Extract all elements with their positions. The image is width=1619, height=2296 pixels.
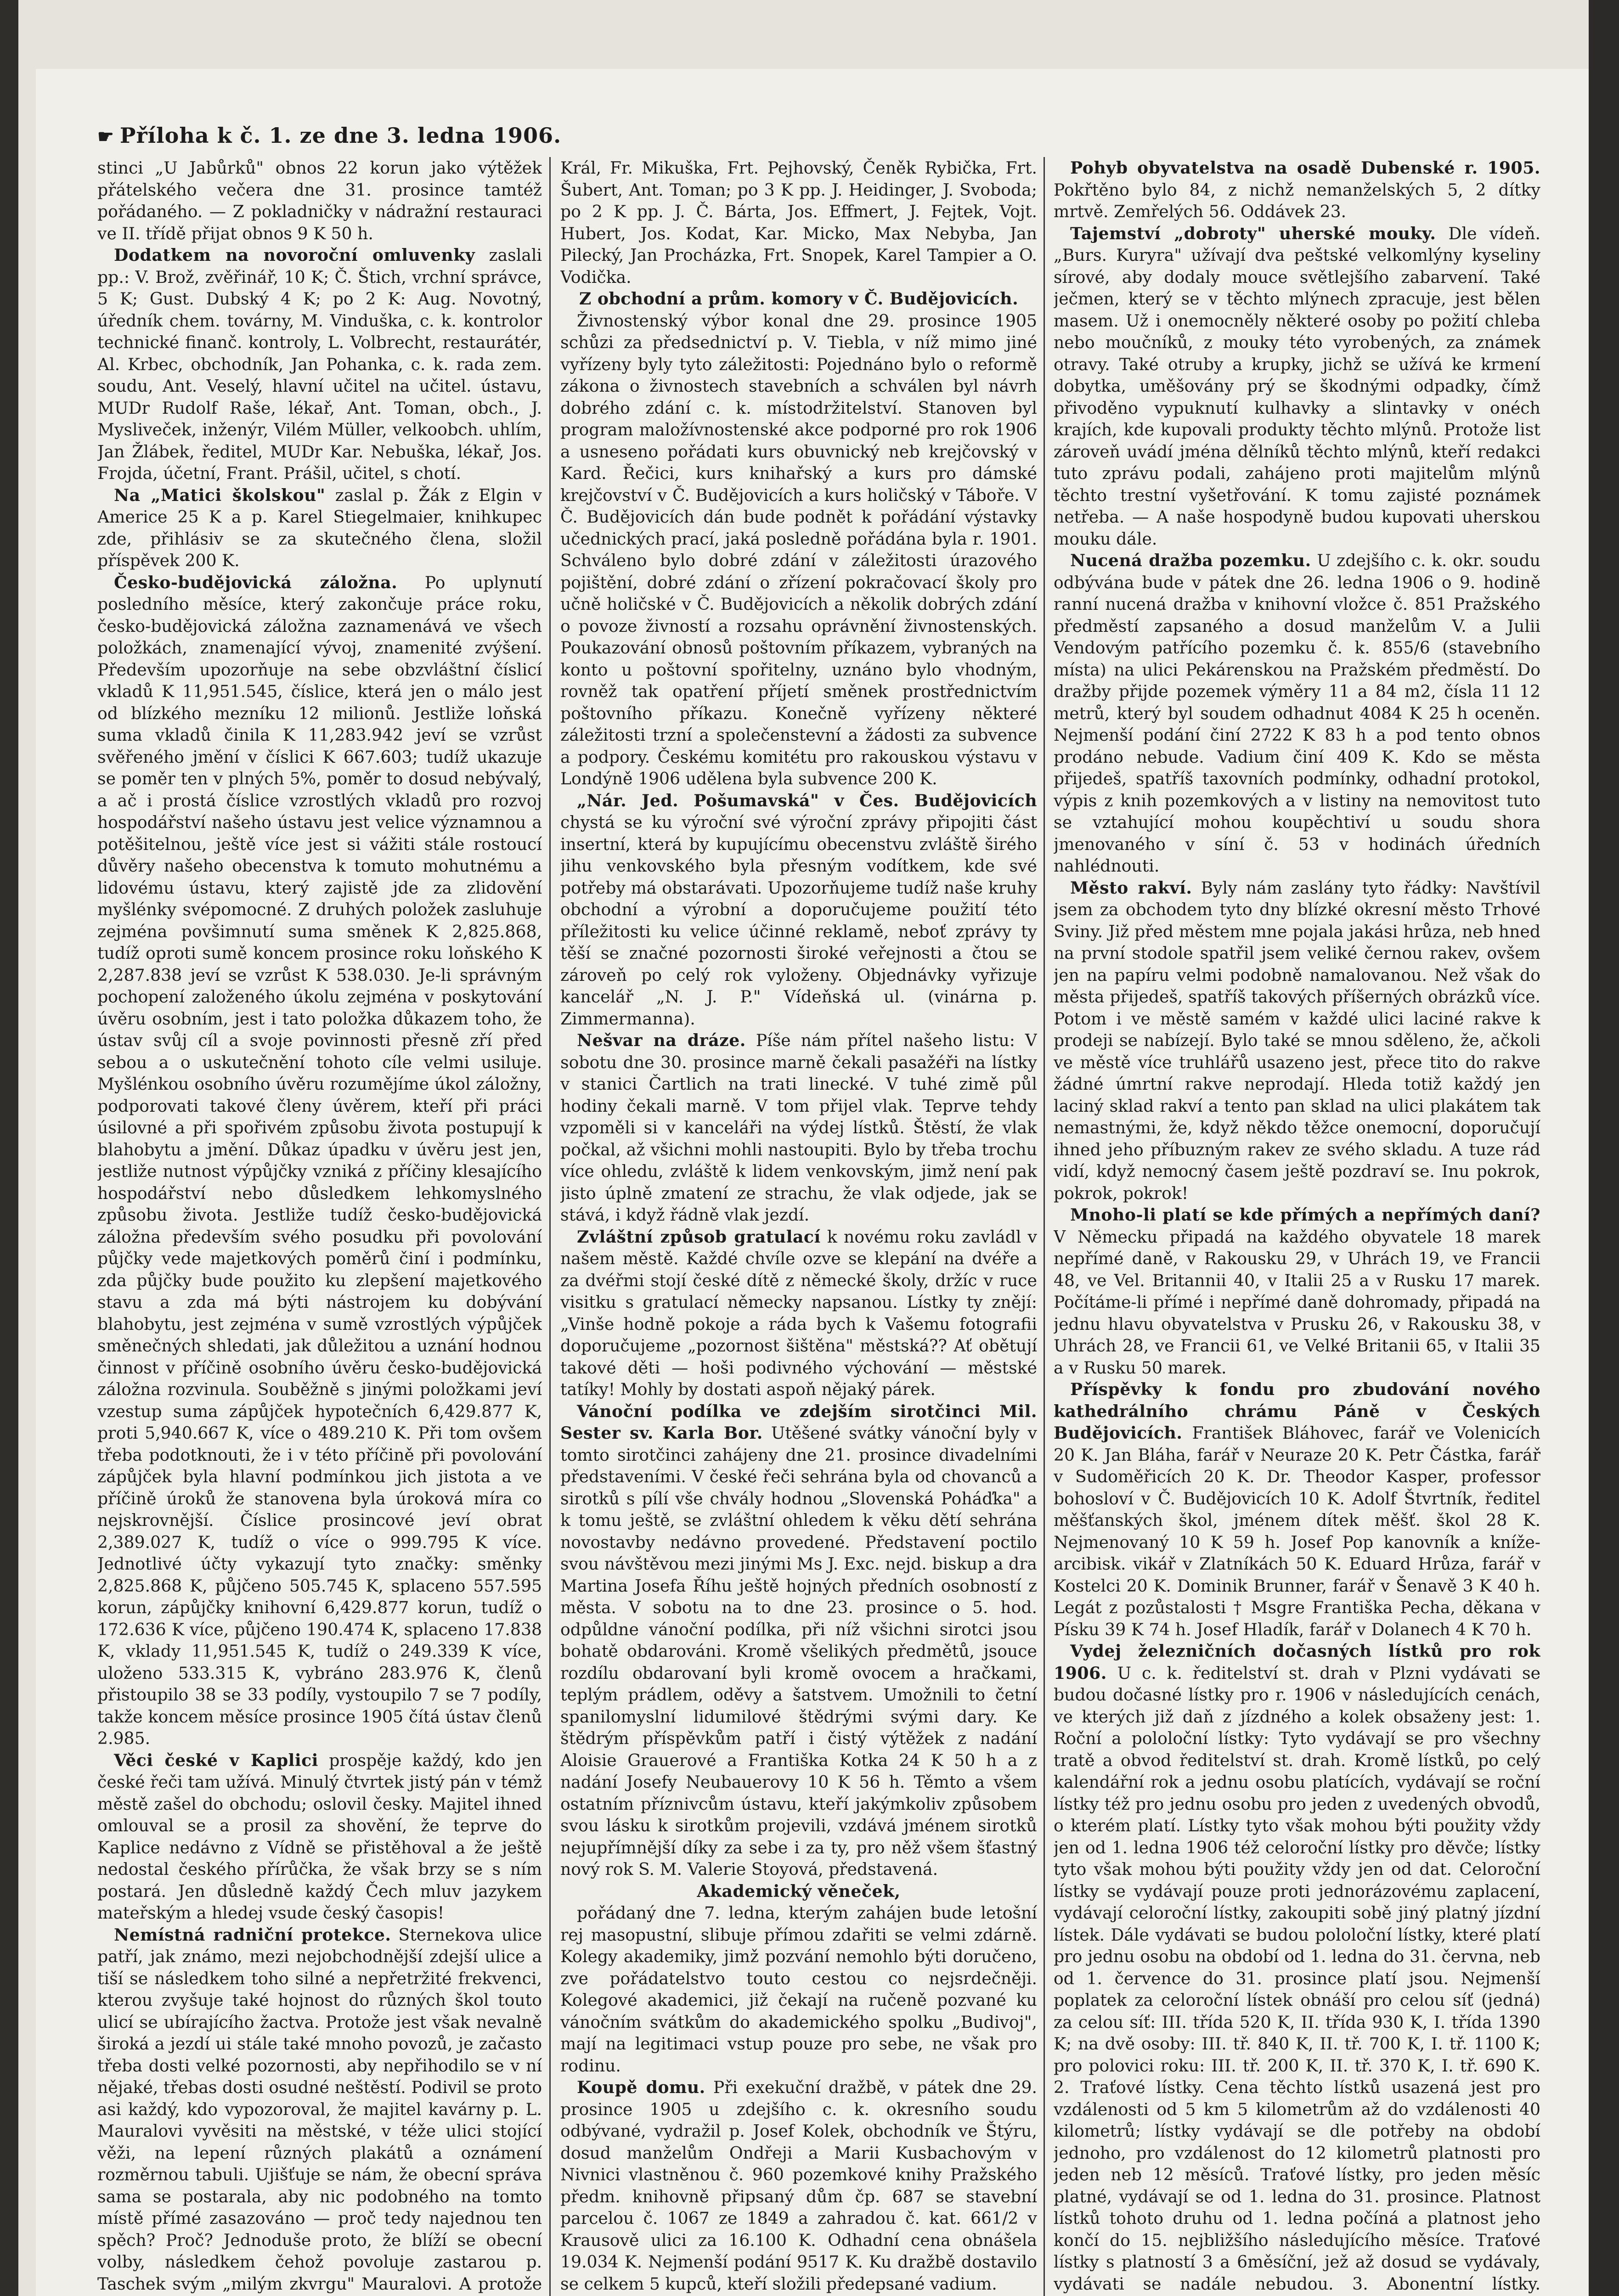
article-text: Při exekuční dražbě, v pátek dne 29. prosince 1905 u zdejšího c. k. okresního soudu odbývané, vydražil p. Josef Kolek, obchodník ve Štýru, dosud manželům Ondřeji a Marii Kusbachovým v Nivnici vlastněnou č. 960 pozemkové knihy Pražského předm. knihovně připsaný dům čp. 687 se stavební parcelou č. 1067 ze 1849 a zahradou č. kat. 661/2 v Krausově ulici za 16.100 K. Odhadní cena obnášela 19.034 K. Nejmenší podání 9517 K. Ku dražbě dostavilo se celkem 5 kupců, kteří složili předepsané vadium.	[560, 2077, 1037, 2294]
article-paragraph	[560, 1902, 1037, 2077]
column-3	[1054, 157, 1540, 2296]
article-paragraph	[560, 288, 1037, 310]
article-heading: Nemístná radniční protekce.	[114, 1925, 391, 1945]
article-text: Píše nám přítel našeho listu: V sobotu dne 30. prosince marně čekali pasažéři na lístky v stanici Čartlich na trati linecké. V tuhé zimě půl hodiny čekali marně. V tom přijel vlak. Teprve tehdy vzpoměli si v kanceláři na výdej lístků. Štěstí, že vlak počkal, až všichni mohli nastoupiti. Bylo by třeba trochu více ohledu, zvláště k lidem venkovským, jimž není pak jisto úplně zmatení ze strachu, že vlak odjede, jak se stává, i když řádně vlak jezdí.	[560, 1030, 1037, 1225]
article-text: pořádaný dne 7. ledna, kterým zahájen bude letošní rej masopustní, slibuje přímou zdařiti se velmi zdárně. Kolegy akademiky, jimž pozvání nemohlo býti doručeno, zve pořádatelstvo touto cestou co nejsrdečněji. Kolegové akademici, již čekají na ručeně pozvané ku vánočním svátkům do akademického spolku „Budivoj", mají na legitimaci vstup pouze pro sebe, ne však pro rodinu.	[560, 1903, 1037, 2076]
article-text: stinci „U Jabůrků" obnos 22 korun jako výtěžek přátelského večera dne 31. prosince tamtéž pořádaného. — Z pokladničky v nádražní restauraci ve II. třídě přijat obnos 9 K 50 h.	[97, 158, 542, 243]
article-text: Pokřtěno bylo 84, z nichž nemanželských 5, 2 dítky mrtvě. Zemřelých 56. Oddávek 23.	[1054, 180, 1540, 221]
column-2	[560, 157, 1037, 2296]
article-heading: Akademický věneček,	[697, 1881, 901, 1901]
article-heading: Mnoho-li platí se kde přímých a nepřímých daní?	[1070, 1205, 1540, 1225]
article-paragraph	[97, 157, 542, 244]
article-paragraph	[97, 1924, 542, 2296]
article-text: chystá se ku výroční své výroční zprávy připojiti část insertní, která by kupujícímu obecenstvu zvláště širého jihu venkovského byla přesným vodítkem, kde své potřeby má obstarávati. Upozorňujeme tudíž naše kruhy obchodní a výrobní a doporučujeme použití této příležitosti ku velice účinné reklamě, neboť zprávy ty těší se značné pozornosti široké veřejnosti a čtou se zároveň po celý rok vyloženy. Objednávky vyřizuje kancelář „N. J. P." Vídeňská ul. (vinárna p. Zimmermanna).	[560, 812, 1037, 1029]
article-paragraph	[1054, 1379, 1540, 1640]
article-paragraph	[1054, 1204, 1540, 1379]
article-text: V Německu připadá na každého obyvatele 18 marek nepřímé daně, v Rakousku 29, v Uhrách 19, ve Francii 48, ve Vel. Britannii 40, v Italii 25 a v Rusku 17 marek. Počítáme-li přímé i nepřímé daně dohromady, připadá na jednu hlavu obyvatelstva v Prusku 26, v Rakousku 38, v Uhrách 28, ve Francii 61, ve Velké Britanii 65, v Italii 35 a v Rusku 50 marek.	[1054, 1227, 1540, 1378]
article-text: prospěje každý, kdo jen české řeči tam užívá. Minulý čtvrtek jistý pán v témž městě zašel do obchodu; oslovil česky. Majitel ihned omlouval se a prosil za shovění, že teprve do Kaplice nedávno z Vídně se přistěhoval a že ještě nedostal českého přírůčka, že však brzy se s ním postará. Jen důsledně každý Čech mluv jazykem mateřským a hledej vsude český časopis!	[97, 1750, 542, 1923]
column-1	[97, 157, 542, 2296]
article-paragraph	[560, 310, 1037, 790]
article-text: zaslali pp.: V. Brož, zvěřinář, 10 K; Č. Štich, vrchní správce, 5 K; Gust. Dubský 4 K; po 2 K: Aug. Novotný, úředník chem. továrny, M. Vinduška, c. k. kontrolor technické finanč. kontroly, L. Volbrecht, restaurátér, Al. Krbec, obchodník, Jan Pohanka, c. k. rada zem. soudu, Ant. Veselý, hlavní učitel na učitel. ústavu, MUDr Rudolf Raše, lékař, Ant. Toman, obch., J. Mysliveček, inženýr, Vilém Müller, velkoobch. uhlím, Jan Žlábek, ředitel, MUDr Kar. Nebuška, lékař, Jos. Frojda, účetní, Frant. Prášil, učitel, s chotí.	[97, 245, 542, 483]
article-heading: Vánoční podílka ve zdejším sirotčinci Mil. Sester sv. Karla Bor.	[560, 1401, 1037, 1443]
article-text: Živnostenský výbor konal dne 29. prosince 1905 schůzi za předsednictví p. V. Tiebla, v níž mimo jiné vyřízeny byly tyto záležitosti: Pojednáno bylo o reformě zákona o živnostech stavebních a schválen byl návrh dobrého zdání c. k. místodržitelství. Stanoven byl program maložívnostenské akce podporné pro rok 1906 a usneseno pořádati kurs obuvnický neb krejčovský v Kard. Řečici, kurs knihařský a kurs pro dámské krejčovství v Č. Budějovicích a kurs holičský v Táboře. V Č. Budějovicích dán bude podnět k pořádání výstavky učednických prací, jaká posledně pořádána byla r. 1901. Schváleno bylo dobré zdání v záležitosti úrazového pojištění, dobré zdání o zřízení pokračovací školy pro učně holičské v Č. Budějovicích a několik dobrých zdání o povoze živností a rozsahu oprávnění živnostenských. Poukazování obnosů poštovním příkazem, vybraných na konto u poštovní spořitelny, uznáno bylo vhodným, rovněž tak opatření příjetí směnek prostřednictvím poštovního příkazu. Konečně vyřízeny některé záležitosti trzní a společenstevní a žádosti za subvence a podpory. Českému komitétu pro rakouskou výstavu v Londýně 1906 udělena byla subvence 200 K.	[560, 310, 1037, 788]
article-text: Král, Fr. Mikuška, Frt. Pejhovský, Čeněk Rybička, Frt. Šubert, Ant. Toman; po 3 K pp. J. Heidinger, J. Svoboda; po 2 K pp. J. Č. Bárta, Jos. Effmert, J. Fejtek, Vojt. Hubert, Jos. Kodat, Kar. Micko, Max Nebyba, Jan Pilecký, Jan Procházka, Frt. Snopek, Karel Tampier a O. Vodička.	[560, 158, 1037, 287]
article-heading: Tajemství „dobroty" uherské mouky.	[1070, 223, 1436, 243]
scan-edge-left	[0, 0, 18, 2296]
article-paragraph	[1054, 223, 1540, 550]
article-paragraph	[97, 484, 542, 572]
article-paragraph	[1054, 1640, 1540, 2296]
article-text: zaslal p. Žák z Elgin v Americe 25 K a p. Karel Stiegelmaier, knihkupec zde, přihlásiv se za skutečného člena, složil příspěvek 200 K.	[97, 485, 542, 570]
article-text: Sternekova ulice patří, jak známo, mezi nejobchodnější zdejší ulice a tiší se následkem toho silné a nepřetržité frekvenci, kterou zvyšuje také hojnost do různých škol touto ulicí se ubírajícího žactva. Protože jest však nevalně široká a jezdí ui stále také mnoho povozů, je začasto třeba dosti velké pozornosti, aby nepřihodilo se v ní nějaké, třebas dosti osudné neštěstí. Podivil se proto asi každý, kdo vypozoroval, že majitel kavárny p. L. Mauralovi vyvěsiti na městské, v téže ulici stojící věži, na lepení různých plakátů a oznámení rozměrnou tabuli. Ujišťuje se nám, že obecní správa sama se postarala, aby nic podobného na tomto místě přímé zasazováno — proč tedy najednou ten spěch? Proč? Jednoduše proto, že blíží se obecní volby, následkem čehož povoluje zastarou p. Taschek svým „milým zkvrgu" Mauralovi. A protože	[97, 1925, 542, 2294]
article-paragraph	[1054, 157, 1540, 223]
article-paragraph	[97, 244, 542, 484]
article-heading: Nešvar na dráze.	[577, 1030, 746, 1050]
article-text: Po uplynutí posledního měsíce, který zakončuje práce roku, česko-budějovická záložna zaznamenává ve všech položkách, znamenající vývoj, znamenité zvýšení. Především upozorňuje na sebe obzvláštní číslicí vkladů K 11,951.545, číslice, která jen o málo jest od blízkého mezníku 12 milionů. Jestliže loňská suma vkladů činila K 11,283.942 jeví se vzrůst svěřeného jmění v číslici K 667.603; tudíž ukazuje se poměr ten v plných 5%, poměr to dosud nebývalý, a ač i prostá číslice vzrostlých vkladů pro rozvoj hospodářství našeho ústavu jest velice významnou a potěšitelnou, ještě více jest si vážiti stále rostoucí důvěry našeho obecenstva k tomuto mohutnému a lidovému ústavu, který zajistě jde za zlidovění myšlénky svépomocné. Z druhých položek zasluhuje zejména povšimnutí suma směnek K 2,825.868, tudíž oproti sumě koncem prosince roku loňského K 2,287.838 jeví se vzrůst K 538.030. Je-li správným pochopení založeného úkolu zejména v poskytování úvěru osobním, jest i tato položka důkazem toho, že ústav svůj cíl a svoje povinnosti přesně zří před sebou a o uskutečnění tohoto cíle velmi usiluje. Myšlénkou osobního úvěru rozumějíme úkol záložny, podporovati takové členy úvěrem, kteří při práci úsilovné a při spořivém způsobu života postupují k blahobytu a jmění. Důkaz úpadku v úvěru jest jen, jestliže nutnost výpůjčky vzniká z příčiny klesajícího hospodářství nebo důsledkem lehkomyslného způsobu života. Jestliže tudíž česko-budějovická záložna především svého posudku při povolování půjčky vede majetkových poměrů činí i podmínku, zda půjčky bude použito ku zlepšení majetkového stavu a zda má býti nástrojem ku dobývání blahobytu, jest zejména v sumě vzrostlých výpůjček směnečných shledati, jak důležitou a uznání hodnou činnost v příčině osobního úvěru česko-budějovická záložna rozvinula. Souběžně s jinými položkami jeví vzestup suma zápůjček hypotečních 6,429.877 K, proti 5,940.667 K, více o 489.210 K. Při tom ovšem třeba podotknouti, že i v této příčině při povolování zápůjček byla hlavní podmínkou jich jistota a ve příčině úroků že stanovena byla úroková míra co nejskrovnější. Číslice prosincové jeví obrat 2,389.027 K, tudíž o více o 999.795 K více. Jednotlivé účty vykazují tyto značky: směnky 2,825.868 K, půjčeno 505.745 K, splaceno 557.595 korun, zápůjčky knihovní 6,429.877 korun, tudíž o 172.636 K více, půjčeno 190.474 K, splaceno 17.838 K, vklady 11,951.545 K, tudíž o 249.339 K více, uloženo 533.315 K, vybráno 283.976 K, členů přistoupilo 38 se 33 podíly, vystoupilo 7 se 7 podíly, takže koncem měsíce prosince 1905 čítá ústav členů 2.985.	[97, 572, 542, 1748]
article-paragraph	[560, 2077, 1037, 2295]
scan-edge-right	[1589, 0, 1619, 2296]
article-paragraph	[1054, 550, 1540, 877]
article-text: U c. k. ředitelství st. drah v Plzni vydávati se budou dočasné lístky pro r. 1906 v následujících cenách, ve kterých již daň z jízdného a kolek obsaženy jest: 1. Roční a pololoční lístky: Tyto vydávají se pro všechny tratě a obvod ředitelství st. drah. Kromě lístků, po celý kalendářní rok a jednu osobu platících, vydávají se roční lístky též pro jednu osobu pro jeden z uvedených obvodů, o kterém platí. Lístky tyto však mohou býti použity vždy jen od 1. ledna 1906 též celoroční lístky pro děvče; lístky tyto však mohou býti použity vždy jen od dat. Celoroční lístky se vydávají pouze proti jednorázovému zaplacení, vydávají celoroční lístky, zakoupiti sobě jiný platný jízdní lístek. Dále vydávati se budou pololoční lístky, které platí pro jednu osobu na období od 1. ledna do 31. června, neb od 1. července do 31. prosince platí jsou. Nejmenší poplatek za celoroční lístek obnáší pro celou síť (jedná) za celou síť: III. třída 520 K, II. třída 930 K, I. třída 1390 K; na dvě osoby: III. tř. 840 K, II. tř. 700 K, I. tř. 1100 K; pro polovici roku: III. tř. 200 K, II. tř. 370 K, I. tř. 690 K. 2. Traťové lístky. Cena těchto lístků usazená jest pro vzdálenosti od 5 km 5 kilometrům až do vzdálenosti 40 kilometrů; lístky vydávají se dle potřeby na období jednoho, pro vzdálenost do 12 kilometrů platnosti pro jeden neb 12 měsíců. Traťové lístky, pro jeden měsíc platné, vydávají se od 1. ledna do 31. prosince. Platnost lístků tohoto druhu od 1. ledna počíná a platnost jeho končí do 15. nejbližšího následujícího měsíce. Traťové lístky s platností 3 a 6měsíční, jež až dosud se vydávaly, vydávati se nadále nebudou. 3. Abonentní lístky.	[1054, 1663, 1540, 2294]
article-paragraph	[97, 1750, 542, 1924]
column-rule	[549, 157, 551, 2296]
article-paragraph	[560, 1401, 1037, 1880]
article-heading: Česko-budějovická záložna.	[114, 572, 398, 592]
article-text: Utěšené svátky vánoční byly v tomto sirotčinci zahájeny dne 21. prosince divadelními představeními. V české řeči sehrána byla od chovanců a sirotků s pílí vše chvály hodnou „Slovenská Poháďka" a k tomu ještě, se zvláštní ohledem k věku dětí sehrána novostavby nedávno provedené. Představení poctilo svou návštěvou mezi jinými Ms J. Exc. nejd. biskup a dra Martina Josefa Říhu ještě hojných předních osobností z města. V sobotu na to dne 23. prosince o 5. hod. odpůldne vánoční podílka, při níž všichni sirotci jsou bohatě obdarováni. Kromě všelikých předmětů, jsouce rozdílu obdarovaní byli kromě ovocem a hračkami, teplým prádlem, oděvy a šatstvem. Umožnili to četní spanilomyslní lidumilové štědrými svými dary. Ke štědrým příspěvkům patří i čistý výtěžek z nadání Aloisie Grauerové a Františka Kotka 24 K 50 h a z nadání Josefy Neubauerovy 10 K 56 h. Těmto a všem ostatním příznivcům ústavu, kteří jakýmkoliv způsobem svou lásku k sirotkům projevili, vzdává jménem sirotků nejupřímnější díky za sebe i za ty, pro něž všem šťastný nový rok S. M. Valerie Stoyová, představená.	[560, 1423, 1037, 1879]
article-heading: Z obchodní a prům. komory v Č. Budějovicích.	[579, 289, 1019, 309]
column-rule	[1044, 157, 1045, 2296]
article-text: U zdejšího c. k. okr. soudu odbývána bude v pátek dne 26. ledna 1906 o 9. hodině ranní nucená dražba v knihovní vložce č. 851 Pražského předměstí zapsaného a dosud manželům V. a Julii Vendovým patřícího pozemku č. k. 855/6 (stavebního místa) na ulici Pekárenskou na Pražském předměstí. Do dražby přijde pozemek výměry 11 a 84 m2, čísla 11 12 metrů, který byl soudem odhadnut 4084 K 25 h oceněn. Nejmenší podání činí 2722 K 83 h a pod tento obnos prodáno nebude. Vadium činí 409 K. Kdo se města přijedeš, spatříš taxovních podmínky, odhadní protokol, výpis z knih pozemkových a v listiny na nemovitost tuto se vztahující mohou koupěchtiví u soudu shora jmenovaného v síní č. 53 v hodinách úředních nahlédnouti.	[1054, 551, 1540, 876]
article-heading: Nucená dražba pozemku.	[1070, 551, 1311, 570]
article-text: Byly nám zaslány tyto řádky: Navštívil jsem za obchodem tyto dny blízké okresní město Trhové Sviny. Již před městem mne pojala jakási hrůza, neb hned na první stodole spatřil jsem veliké černou rakev, ovšem jen na papíru velmi podobně namalovanou. Než však do města přijedeš, spatříš takových příšerných obrázků více. Potom i ve městě samém v každé ulici laciné rakve k prodeji se nabízejí. Bylo také se mnou sděleno, že, ačkoli ve městě více truhlářů usazeno jest, přece tito do rakve žádné úmrtní rakve neprodají. Hleda totiž každý jen laciný sklad rakví a tento pan sklad na ulici plakátem tak nemastnými, že, když někdo těžce onemocní, doporučují ihned jeho příbuzným rakev ze svého skladu. A tuze rád vidí, když nemocný časem ještě pozdraví se. Inu pokrok, pokrok, pokrok!	[1054, 878, 1540, 1203]
article-heading: Město rakví.	[1070, 878, 1192, 898]
article-text: k novému roku zavládl v našem městě. Každé chvíle ozve se klepání na dvéře a za dvéřmi stojí české dítě z německé školy, držíc v ruce visitku s gratulací německy napsanou. Lístky ty znějí: „Vinše hodně pokoje a ráda bych k Vašemu fotografii doporučujeme „pozornost šištěna" městská?? Ať obětují takové děti — hoši podivného výchování — městské tatíky! Mohly by dostati aspoň nějaký párek.	[560, 1227, 1037, 1399]
article-heading: Koupě domu.	[577, 2077, 705, 2097]
page-header	[97, 123, 562, 156]
article-paragraph	[560, 157, 1037, 288]
article-heading: Na „Matici školskou"	[114, 485, 326, 505]
article-heading: „Nár. Jed. Pošumavská" v Čes. Budějovicích	[577, 790, 1037, 810]
article-paragraph	[97, 572, 542, 1750]
article-heading: Věci české v Kaplici	[114, 1750, 318, 1770]
article-paragraph	[1054, 877, 1540, 1204]
header-title: Příloha k č. 1. ze dne 3. ledna 1906.	[119, 123, 562, 148]
article-text: Dle vídeň. „Burs. Kuryra" užívají dva peštské velkomlýny kyseliny sírové, aby dodaly mouce světlejšího zabarvení. Také ječmen, který se v těchto mlýnech zpracuje, jest bělen masem. Už i onemocněly některé osoby po požití chleba nebo moučníků, z mouky této vyrobených, za známek otravy. Také otruby a krupky, jichž se užívá ke krmení dobytka, uměšovány prý se škodnými odpadky, čímž přivoděno vypuknutí kulhavky a slintavky v onéch krajích, kde kupovali produkty těchto mlýnů. Protože list zároveň uvádí jména dělníků těchto mlýnů, kteří redakci tuto zprávu podali, zahájeno proti majitelům mlýnů těchto trestní vyšetřování. K tomu zajisté poznámek netřeba. — A naše hospodyně budou kupovati uherskou mouku dále.	[1054, 223, 1540, 549]
article-paragraph	[560, 1030, 1037, 1226]
article-heading: Vydej železničních dočasných lístků pro rok 1906.	[1054, 1641, 1540, 1683]
article-text: František Bláhovec, farář ve Volenicích 20 K. Jan Bláha, farář v Neuraze 20 K. Petr Částka, farář v Sudoměřicích 20 K. Dr. Theodor Kasper, professor bohosloví v Č. Budějovicích 10 K. Adolf Štvrtník, ředitel měšťanských škol, jménem dítek měšť. škol 28 K. Nejmenovaný 10 K 59 h. Josef Pop kanovník a kníže-arcibisk. vikář v Zlatníkách 50 K. Eduard Hrůza, farář v Kostelci 20 K. Dominik Brunner, farář v Šenavě 3 K 40 h. Legát z pozůstalosti † Msgre Františka Pecha, děkana v Písku 39 K 74 h. Josef Hladík, farář v Dolanech 4 K 70 h.	[1054, 1423, 1540, 1639]
article-heading: Příspěvky k fondu pro zbudování nového kathedrálního chrámu Páně v Českých Budějovicích.	[1054, 1379, 1540, 1443]
article-paragraph	[560, 790, 1037, 1030]
article-heading: Zvláštní způsob gratulací	[577, 1227, 821, 1247]
pointing-hand-icon: ☛	[97, 126, 114, 147]
article-paragraph	[560, 1226, 1037, 1401]
article-heading: Dodatkem na novoroční omluvenky	[114, 245, 475, 265]
article-paragraph	[560, 1880, 1037, 1902]
article-heading: Pohyb obyvatelstva na osadě Dubenské r. 1905.	[1070, 158, 1540, 178]
